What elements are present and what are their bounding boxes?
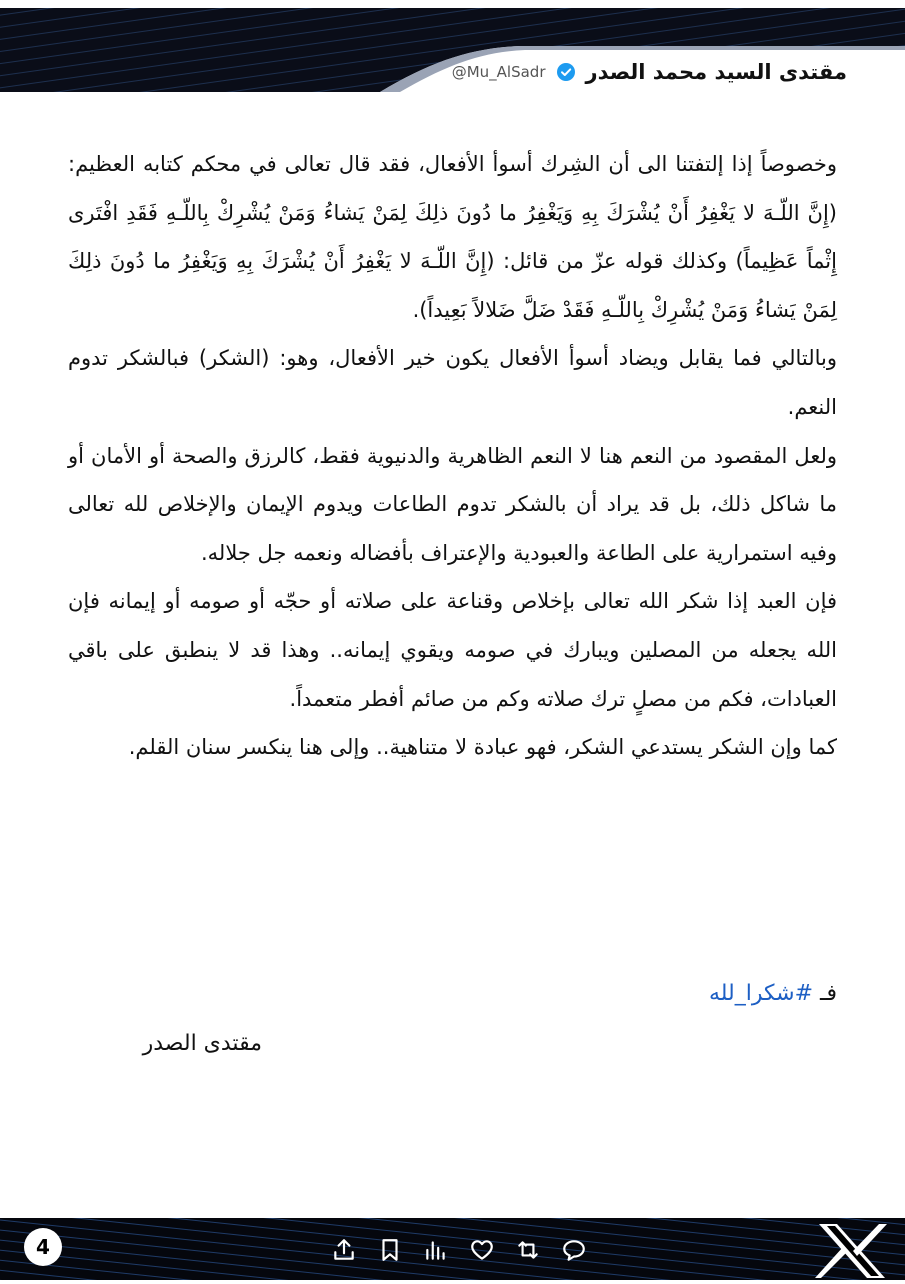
author-handle[interactable]: @Mu_AlSadr [451,63,546,81]
page-number: 4 [24,1228,62,1266]
like-icon[interactable] [468,1236,496,1264]
post-header [0,0,905,92]
bookmark-icon[interactable] [376,1236,404,1264]
paragraph: وبالتالي فما يقابل ويضاد أسوأ الأفعال يكون خير الأفعال، وهو: (الشكر) فبالشكر تدوم النعم. [68,346,837,419]
author-info[interactable] [452,56,847,88]
hashtag-line [709,972,837,1016]
signature: مقتدى الصدر [142,1031,262,1056]
author-name[interactable]: مقتدى السيد محمد الصدر [585,60,847,84]
paragraph: ولعل المقصود من النعم هنا لا النعم الظاهرية والدنيوية فقط، كالرزق والصحة أو الأمان أو ما شاكل ذلك، بل قد يراد أن بالشكر تدوم الطاعات ويدوم الإيمان والإخلاص لله تعالى وفيه استمرارية على الطاعة والعبودية والإعتراف بأفضاله ونعمه جل جلاله. [68,443,837,565]
hashtag-prefix: فـ [820,981,837,1006]
verified-badge-icon [556,62,576,82]
x-logo-icon [813,1222,891,1280]
paragraph: كما وإن الشكر يستدعي الشكر، فهو عبادة لا متناهية.. وإلى هنا ينكسر سنان القلم. [128,735,837,760]
views-icon[interactable] [422,1236,450,1264]
paragraph: فإن العبد إذا شكر الله تعالى بإخلاص وقناعة على صلاته أو حجّه أو صومه أو إيمانه فإن الله يجعله من المصلين ويبارك في صومه ويقوي إيمانه.. وهذا قد لا ينطبق على باقي العبادات، فكم من مصلٍ ترك صلاته وكم من صائم أفطر متعمداً. [68,589,837,711]
action-bar [330,1232,588,1268]
retweet-icon[interactable] [514,1236,542,1264]
hashtag-link[interactable]: #شكرا_لله [708,981,814,1006]
post-body [68,140,837,772]
paragraph: وخصوصاً إذا إلتفتنا الى أن الشِرك أسوأ الأفعال، فقد قال تعالى في محكم كتابه العظيم: (إِنَّ اللّـهَ لا يَغْفِرُ أَنْ يُشْرَكَ بِهِ وَيَغْفِرُ ما دُونَ ذلِكَ لِمَنْ يَشاءُ وَمَنْ يُشْرِكْ بِاللّـهِ فَقَدِ افْتَرى إِثْماً عَظِيماً) وكذلك قوله عزّ من قائل: (إِنَّ اللّـهَ لا يَغْفِرُ أَنْ يُشْرَكَ بِهِ وَيَغْفِرُ ما دُونَ ذلِكَ لِمَنْ يَشاءُ وَمَنْ يُشْرِكْ بِاللّـهِ فَقَدْ ضَلَّ ضَلالاً بَعِيداً). [68,152,837,322]
share-icon[interactable] [330,1236,358,1264]
reply-icon[interactable] [560,1236,588,1264]
